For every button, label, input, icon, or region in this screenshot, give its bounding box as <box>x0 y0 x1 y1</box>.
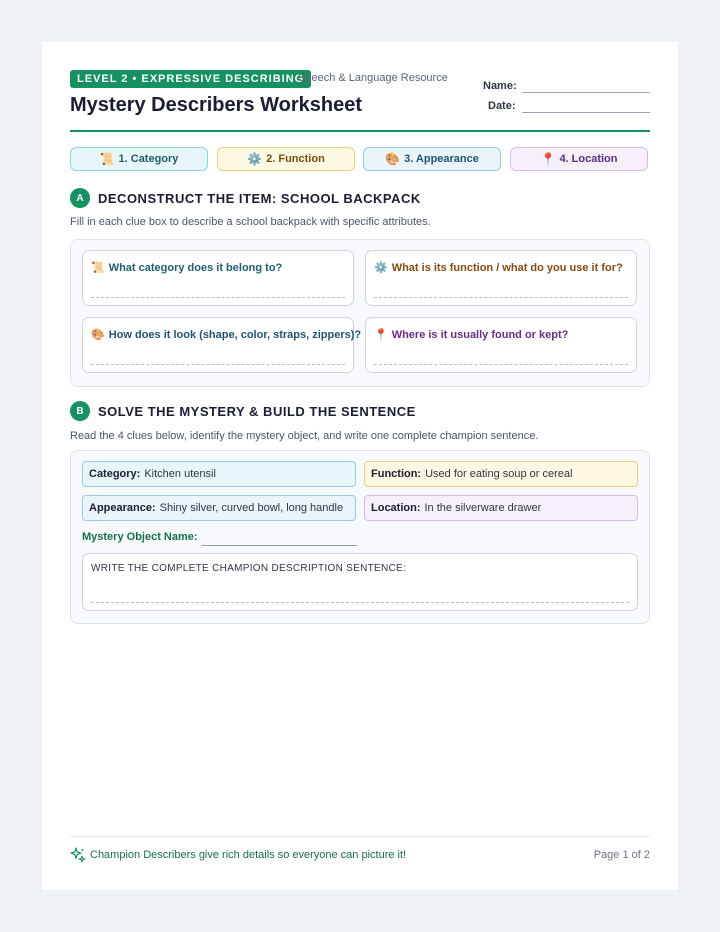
section-a-panel <box>70 239 650 387</box>
footer <box>70 847 650 867</box>
answer-line <box>91 297 345 298</box>
date-field[interactable] <box>522 112 650 113</box>
mystery-object-field[interactable] <box>202 545 357 546</box>
page-content <box>70 42 650 890</box>
page-number: Page 1 of 2 <box>593 849 650 861</box>
fact-category <box>82 461 356 487</box>
mystery-object-label: Mystery Object Name: <box>82 531 198 543</box>
section-b-badge: B <box>70 401 90 421</box>
tab-category-label: 1. Category <box>118 153 179 165</box>
answer-line <box>374 297 628 298</box>
tab-function-label: 2. Function <box>266 153 325 165</box>
clue-box-location[interactable] <box>365 317 637 373</box>
worksheet-header <box>70 70 650 132</box>
fact-value: Used for eating soup or cereal <box>425 468 573 480</box>
fact-value: In the silverware drawer <box>424 502 542 514</box>
gear-icon: ⚙️ <box>247 152 263 166</box>
sentence-line <box>91 602 629 603</box>
header-divider <box>70 130 650 132</box>
footer-message: Champion Describers give rich details so everyone can picture it! <box>90 849 407 861</box>
answer-line <box>374 364 628 365</box>
clue-tabs <box>70 147 650 173</box>
fact-label: Function: <box>371 468 422 480</box>
fact-label: Appearance: <box>89 502 156 514</box>
tab-location <box>510 147 648 171</box>
clue-question: Where is it usually found or kept? <box>391 329 569 341</box>
scroll-icon: 📜 <box>91 262 105 274</box>
section-b-panel <box>70 450 650 624</box>
fact-label: Location: <box>371 502 421 514</box>
worksheet-page <box>42 42 678 890</box>
section-b-description: Read the 4 clues below, identify the mystery object, and write one complete champion sentence. <box>70 430 539 442</box>
fact-appearance <box>82 495 356 521</box>
palette-icon: 🎨 <box>91 329 105 341</box>
gear-icon: ⚙️ <box>374 262 388 274</box>
footer-divider <box>70 836 650 837</box>
pin-icon: 📍 <box>540 152 556 166</box>
level-badge: LEVEL 2 • EXPRESSIVE DESCRIBING <box>70 70 311 88</box>
pin-icon: 📍 <box>374 329 388 341</box>
resource-label: Speech & Language Resource <box>298 72 448 84</box>
tab-function <box>217 147 355 171</box>
section-a-description: Fill in each clue box to describe a school backpack with specific attributes. <box>70 216 431 228</box>
fact-location <box>364 495 638 521</box>
fact-function <box>364 461 638 487</box>
tab-appearance <box>363 147 501 171</box>
sentence-box[interactable] <box>82 553 638 611</box>
fact-value: Kitchen utensil <box>144 468 216 480</box>
section-a-badge: A <box>70 188 90 208</box>
name-label: Name: <box>483 80 517 92</box>
clue-box-appearance[interactable] <box>82 317 362 373</box>
date-label: Date: <box>488 100 516 112</box>
page-title: Mystery Describers Worksheet <box>70 94 362 116</box>
tab-appearance-label: 3. Appearance <box>404 153 479 165</box>
scroll-icon: 📜 <box>99 152 115 166</box>
clue-box-category[interactable] <box>82 250 354 306</box>
clue-box-function[interactable] <box>365 250 637 306</box>
section-a-heading <box>70 188 650 210</box>
sentence-label: WRITE THE COMPLETE CHAMPION DESCRIPTION SENTENCE: <box>91 563 407 574</box>
tab-location-label: 4. Location <box>559 153 618 165</box>
section-a-title: DECONSTRUCT THE ITEM: SCHOOL BACKPACK <box>98 191 421 206</box>
fact-label: Category: <box>89 468 141 480</box>
clue-question: How does it look (shape, color, straps, zippers)? <box>108 329 362 341</box>
answer-line <box>91 364 345 365</box>
clue-question: What category does it belong to? <box>108 262 283 274</box>
fact-value: Shiny silver, curved bowl, long handle <box>159 502 344 514</box>
section-b-heading <box>70 401 650 423</box>
section-b-title: SOLVE THE MYSTERY & BUILD THE SENTENCE <box>98 404 416 419</box>
sparkle-icon <box>70 847 86 863</box>
clue-question: What is its function / what do you use it for? <box>391 262 623 274</box>
name-field[interactable] <box>522 92 650 93</box>
palette-icon: 🎨 <box>385 152 401 166</box>
tab-category <box>70 147 208 171</box>
